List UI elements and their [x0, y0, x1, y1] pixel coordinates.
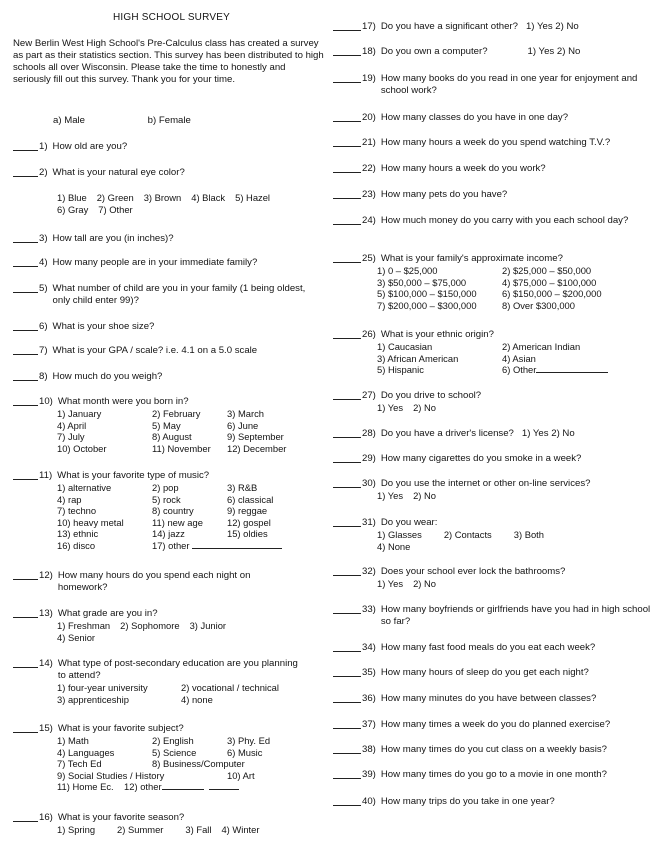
q14-options: 1) four-year university 2) vocational / technical 3) apprenticeship 4) none [57, 682, 279, 705]
question-35: 35) How many hours of sleep do you get each night? [333, 667, 653, 679]
q31-options: 1) Glasses 2) Contacts 3) Both 4) None [377, 529, 544, 552]
answer-blank[interactable] [13, 723, 38, 733]
answer-blank[interactable] [13, 167, 38, 177]
q16-options: 1) Spring 2) Summer 3) Fall 4) Winter [57, 824, 260, 835]
answer-blank[interactable] [333, 796, 361, 806]
question-37: 37) How many times a week do you do planned exercise? [333, 719, 653, 731]
other-blank[interactable] [536, 364, 608, 373]
answer-blank[interactable] [13, 470, 38, 480]
answer-blank[interactable] [333, 667, 361, 677]
question-28: 28) Do you have a driver's license? 1) Yes 2) No [333, 428, 653, 440]
answer-blank[interactable] [333, 46, 361, 56]
answer-blank[interactable] [333, 390, 361, 400]
q25-options: 1) 0 – $25,000 2) $25,000 – $50,000 3) $50,000 – $75,000 4) $75,000 – $100,000 5) $100,000 – $150,000 6) $150,000 – $200,000 7) $200,000 – $300,000 8) Over $300,000 [377, 265, 602, 311]
question-33: 33) How many boyfriends or girlfriends have you had in high school so far? [333, 604, 651, 628]
answer-blank[interactable] [13, 283, 38, 293]
q13-options: 1) Freshman 2) Sophomore 3) Junior 4) Senior [57, 620, 227, 643]
question-30: 30) Do you use the internet or other on-line services? 1) Yes 2) No [333, 478, 653, 502]
question-15: 15) What is your favorite subject? 1) Math 2) English 3) Phy. Ed 4) Languages 5) Science 6) Music 7) Tech Ed 8) Business/Computer 9) Social Studies / History 10) Art 11) Home Ec. 12) other [13, 723, 323, 793]
answer-blank[interactable] [333, 453, 361, 463]
intro-paragraph: New Berlin West High School's Pre-Calculus class has created a survey as part as their statistics section. This survey has been distributed to high schools all over Wisconsin. Please take the time to honestly and seriously fill out this survey. Thank you for your time. [13, 38, 324, 85]
answer-blank[interactable] [13, 608, 38, 618]
answer-blank[interactable] [13, 257, 38, 267]
q32-options: 1) Yes 2) No [377, 578, 437, 589]
question-39: 39) How many times do you go to a movie in one month? [333, 769, 653, 781]
answer-blank[interactable] [333, 253, 361, 263]
question-10: 10) What month were you born in? 1) January 2) February 3) March 4) April 5) May 6) June 7) July 8) August 9) September 10) October 11) November 12) December [13, 396, 323, 454]
answer-blank[interactable] [13, 371, 38, 381]
q30-options: 1) Yes 2) No [377, 490, 437, 501]
question-8: 8) How much do you weigh? [13, 371, 323, 383]
question-19: 19) How many books do you read in one year for enjoyment and school work? [333, 73, 645, 97]
answer-blank[interactable] [333, 329, 361, 339]
question-1: 1) How old are you? [13, 141, 323, 153]
q2-options: 1) Blue 2) Green 3) Brown 4) Black 5) Hazel 6) Gray 7) Other [57, 192, 271, 215]
answer-blank[interactable] [333, 517, 361, 527]
answer-blank[interactable] [333, 769, 361, 779]
answer-blank[interactable] [13, 141, 38, 151]
question-27: 27) Do you drive to school? 1) Yes 2) No [333, 390, 653, 414]
question-4: 4) How many people are in your immediate family? [13, 257, 323, 269]
answer-blank[interactable] [333, 215, 361, 225]
question-2: 2) What is your natural eye color? 1) Blue 2) Green 3) Brown 4) Black 5) Hazel 6) Gray 7) Other [13, 167, 323, 215]
answer-blank[interactable] [333, 428, 361, 438]
answer-blank[interactable] [333, 642, 361, 652]
question-7: 7) What is your GPA / scale? i.e. 4.1 on a 5.0 scale [13, 345, 323, 357]
question-38: 38) How many times do you cut class on a weekly basis? [333, 744, 653, 756]
question-34: 34) How many fast food meals do you eat each week? [333, 642, 653, 654]
answer-blank[interactable] [333, 604, 361, 614]
answer-blank[interactable] [333, 189, 361, 199]
question-3: 3) How tall are you (in inches)? [13, 233, 323, 245]
answer-blank[interactable] [333, 112, 361, 122]
question-11: 11) What is your favorite type of music? 1) alternative 2) pop 3) R&B 4) rap 5) rock 6) classical 7) techno 8) country 9) reggae 10) heavy metal 11) new age 12) gospel 13) ethnic 14) jazz 15) oldies 16) disco 17) other [13, 470, 323, 551]
q26-options: 1) Caucasian 2) American Indian 3) African American 4) Asian 5) Hispanic 6) Other [333, 341, 653, 376]
q11-options: 1) alternative 2) pop 3) R&B 4) rap 5) rock 6) classical 7) techno 8) country 9) reggae 10) heavy metal 11) new age 12) gospel 13) ethnic 14) jazz 15) oldies 16) disco 17) other [13, 482, 323, 551]
question-29: 29) How many cigarettes do you smoke in a week? [333, 453, 653, 465]
other-blank[interactable] [162, 781, 204, 790]
option-female[interactable]: b) Female [147, 115, 191, 126]
page-title: HIGH SCHOOL SURVEY [113, 12, 230, 23]
question-23: 23) How many pets do you have? [333, 189, 653, 201]
answer-blank[interactable] [13, 812, 38, 822]
answer-blank[interactable] [333, 73, 361, 83]
question-12: 12) How many hours do you spend each night on homework? [13, 570, 298, 594]
answer-blank[interactable] [333, 163, 361, 173]
question-36: 36) How many minutes do you have between classes? [333, 693, 653, 705]
answer-blank[interactable] [333, 137, 361, 147]
answer-blank[interactable] [13, 321, 38, 331]
answer-blank[interactable] [13, 570, 38, 580]
question-24: 24) How much money do you carry with you each school day? [333, 215, 633, 227]
answer-blank[interactable] [333, 21, 361, 31]
question-5: 5) What number of child are you in your family (1 being oldest, only child enter 99)? [13, 283, 318, 307]
question-40: 40) How many trips do you take in one year? [333, 796, 653, 808]
question-13: 13) What grade are you in? 1) Freshman 2) Sophomore 3) Junior 4) Senior [13, 608, 323, 643]
question-18: 18) Do you own a computer? 1) Yes 2) No [333, 46, 653, 58]
sex-options [53, 115, 251, 126]
answer-blank[interactable] [333, 566, 361, 576]
question-14: 14) What type of post-secondary education are you planning to attend? 1) four-year university 2) vocational / technical 3) apprenticeship 4) none [13, 658, 308, 705]
answer-blank[interactable] [333, 693, 361, 703]
other-blank-2[interactable] [209, 781, 239, 790]
q15-options: 1) Math 2) English 3) Phy. Ed 4) Languages 5) Science 6) Music 7) Tech Ed 8) Business/Computer 9) Social Studies / History 10) Art 11) Home Ec. 12) other [57, 735, 271, 792]
question-32: 32) Does your school ever lock the bathrooms? 1) Yes 2) No [333, 566, 653, 590]
option-male[interactable]: a) Male [53, 115, 85, 126]
question-25: 25) What is your family's approximate income? 1) 0 – $25,000 2) $25,000 – $50,000 3) $50,000 – $75,000 4) $75,000 – $100,000 5) $100,000 – $150,000 6) $150,000 – $200,000 7) $200,000 – $300,000 8) Over $300,000 [333, 253, 653, 311]
q10-options: 1) January 2) February 3) March 4) April 5) May 6) June 7) July 8) August 9) September 10) October 11) November 12) December [57, 408, 287, 454]
question-20: 20) How many classes do you have in one day? [333, 112, 653, 124]
answer-blank[interactable] [13, 233, 38, 243]
answer-blank[interactable] [13, 396, 38, 406]
answer-blank[interactable] [333, 478, 361, 488]
question-31: 31) Do you wear: 1) Glasses 2) Contacts 3) Both 4) None [333, 517, 653, 552]
question-22: 22) How many hours a week do you work? [333, 163, 653, 175]
question-21: 21) How many hours a week do you spend watching T.V.? [333, 137, 653, 149]
question-26: 26) What is your ethnic origin? 1) Caucasian 2) American Indian 3) African American 4) Asian 5) Hispanic 6) Other [333, 329, 653, 376]
answer-blank[interactable] [13, 345, 38, 355]
other-blank[interactable] [192, 540, 282, 549]
q27-options: 1) Yes 2) No [377, 402, 437, 413]
question-16: 16) What is your favorite season? 1) Spring 2) Summer 3) Fall 4) Winter [13, 812, 323, 836]
answer-blank[interactable] [13, 658, 38, 668]
answer-blank[interactable] [333, 744, 361, 754]
answer-blank[interactable] [333, 719, 361, 729]
question-6: 6) What is your shoe size? [13, 321, 323, 333]
question-17: 17) Do you have a significant other? 1) Yes 2) No [333, 21, 653, 33]
